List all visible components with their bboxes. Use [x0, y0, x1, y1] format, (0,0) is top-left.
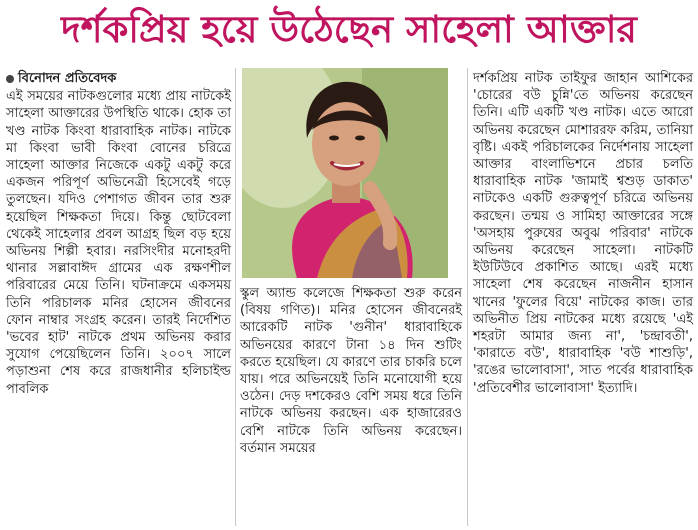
bullet-icon	[6, 75, 14, 83]
article-text-col1: এই সময়ের নাটকগুলোর মধ্যে প্রায় নাটকেই সাহেলা আক্তারের উপস্থিতি থাকে। হোক তা খণ্ড নাটক কিংবা ধারাবাহিক নাটক। নাটকে মা কিংবা ভাবী কিংবা বোনের চরিত্রে সাহেলা আক্তার নিজেকে একটু একটু করে একজন পরিপূর্ণ অভিনেত্রী হিসেবেই গড়ে তুলছেন। যদিও পেশাগত জীবন তার শুরু হয়েছিল শিক্ষকতা দিয়ে। কিন্তু ছোটবেলা থেকেই সাহেলার প্রবল আগ্রহ ছিল বড় হয়ে অভিনয় শিল্পী হবার। নরসিংদীর মনোহরদী থানার সল্লাবাঈদ গ্রামের এক রক্ষণশীল পরিবারের মেয়ে তিনি। ঘটনাক্রমে একসময় তিনি পরিচালক মনির হোসেন জীবনের ফোন নাম্বার সংগ্রহ করেন। তারই নির্দেশিত 'ভবের হাট' নাটকে প্রথম অভিনয় করার সুযোগ পেয়েছিলেন তিনি। ২০০৭ সালে পড়াশুনা শেষ করে রাজধানীর হলিচাইল্ড পাবলিক	[6, 89, 231, 397]
headline: দর্শকপ্রিয় হয়ে উঠেছেন সাহেলা আক্তার	[61, 8, 637, 51]
article-column-3	[473, 70, 693, 397]
column-divider	[467, 68, 468, 526]
portrait-photo	[242, 68, 448, 278]
portrait-illustration	[242, 68, 448, 278]
article-text-col2: স্কুল অ্যান্ড কলেজে শিক্ষকতা শুরু করেন (বিষয় গণিত)। মনির হোসেন জীবনেরই আরেকটি নাটক 'গুনীন' ধারাবাহিকে অভিনয়ের কারণে টানা ১৪ দিন শুটিং করতে হয়েছিল। যে কারণে তার চাকরি চলে যায়। পরে অভিনয়েই তিনি মনোযোগী হয়ে ওঠেন। দেড় দশকেরও বেশি সময় ধরে তিনি নাটকে অভিনয় করছেন। এক হাজারেরও বেশি নাটকে তিনি অভিনয় করেছেন। বর্তমান সময়ের	[240, 286, 462, 456]
byline	[6, 70, 231, 87]
column-divider	[235, 68, 236, 526]
byline-text: বিনোদন প্রতিবেদক	[18, 71, 117, 86]
article-column-2	[240, 285, 462, 457]
article-text-col3: দর্শকপ্রিয় নাটক তাইফুর জাহান আশিকের 'চোরের বউ চুন্নি'তে অভিনয় করেছেন তিনি। এটি একটি খণ্ড নাটক। এতে আরো অভিনয় করেছেন মোশাররফ করিম, তানিয়া বৃষ্টি। একই পরিচালকের নির্দেশনায় সাহেলা আক্তার বাংলাভিশনে প্রচার চলতি ধারাবাহিক নাটক 'জামাই শ্বশুড় ডাকাত' নাটকেও একটি গুরুত্বপূর্ণ চরিত্রে অভিনয় করছেন। তন্ময় ও সামিহা আক্তারের সঙ্গে 'অসহায় পুরুষের অবুঝ পরিবার' নাটকে অভিনয় করেছেন সাহেলা। নাটকটি ইউটিউবে প্রকাশিত আছে। এরই মধ্যে সাহেলা শেষ করেছেন নাজনীন হাসান খানের 'ফুলের বিয়ে' নাটকের কাজ। তার অভিনীত প্রিয় নাটকের মধ্যে রয়েছে 'এই শহরটা আমার জন্য না', 'চন্দ্রাবতী', 'কারাতে বউ', ধারাবাহিক 'বউ শাশুড়ি', 'রঙের ভালোবাসা', সাত পর্বের ধারাবাহিক 'প্রতিবেশীর ভালোবাসা' ইত্যাদি।	[473, 71, 693, 396]
article-column-1	[6, 70, 231, 398]
